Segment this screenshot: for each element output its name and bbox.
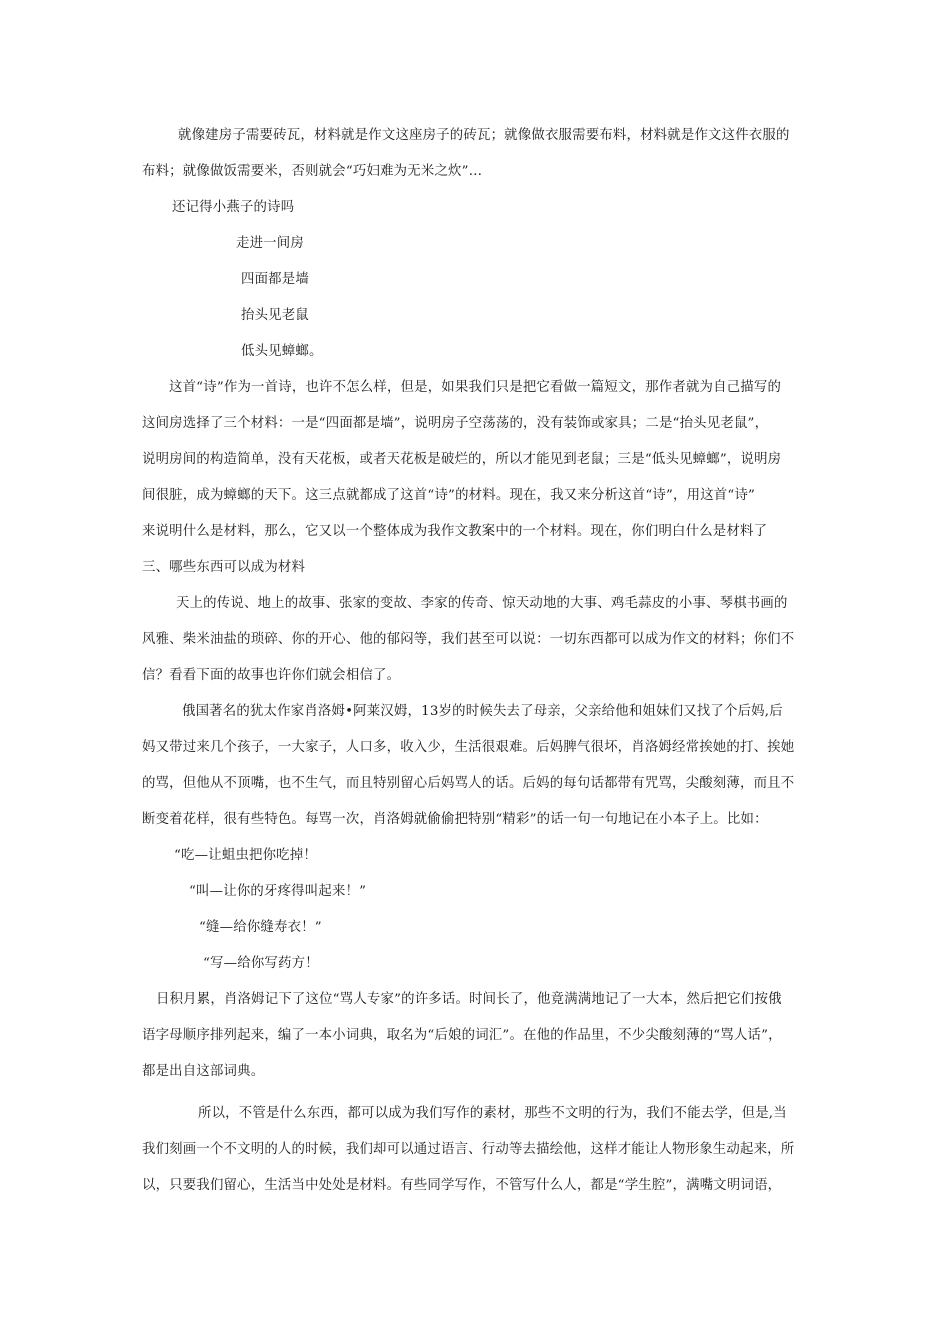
paragraph-line: 间很脏，成为蟑螂的天下。这三点就都成了这首“诗”的材料。现在，我又来分析这首“诗”，用这首“诗”: [142, 488, 756, 503]
paragraph-line: 来说明什么是材料，那么，它又以一个整体成为我作文教案中的一个材料。现在，你们明白什么是材料了: [142, 524, 768, 539]
paragraph-line: 的骂，但他从不顶嘴，也不生气，而且特别留心后妈骂人的话。后妈的每句话都带有咒骂，尖酸刻薄，而且不: [142, 776, 795, 791]
paragraph-line: 断变着花样，很有些特色。每骂一次，肖洛姆就偷偷把特别“精彩”的话一句一句地记在小本子上。比如：: [142, 812, 768, 827]
paragraph-line: 这间房选择了三个材料：一是“四面都是墙”，说明房子空荡荡的，没有装饰或家具；二是“抬头见老鼠”，: [142, 416, 769, 431]
poem-line: 抬头见老鼠: [241, 308, 309, 323]
quote-line: “吃—让蛆虫把你吃掉！: [174, 848, 317, 863]
paragraph-line: 日积月累，肖洛姆记下了这位“骂人专家”的许多话。时间长了，他竟满满地记了一大本，然后把它们按俄: [156, 992, 782, 1007]
section-heading: 三、哪些东西可以成为材料: [142, 560, 306, 575]
paragraph-line: 俄国著名的犹太作家肖洛姆•阿莱汉姆，13岁的时候失去了母亲，父亲给他和姐妹们又找了个后妈,后: [182, 704, 783, 719]
paragraph-line: 都是出自这部词典。: [142, 1064, 265, 1079]
paragraph-line: 信？看看下面的故事也许你们就会相信了。: [142, 668, 401, 683]
quote-line: “写—给你写药方！: [203, 956, 319, 971]
poem-line: 四面都是墙: [241, 272, 309, 287]
paragraph-line: 就像建房子需要砖瓦，材料就是作文这座房子的砖瓦；就像做衣服需要布料，材料就是作文这件衣服的: [178, 128, 790, 143]
paragraph-line: 语字母顺序排列起来，编了一本小词典，取名为“后娘的词汇”。在他的作品里，不少尖酸刻薄的“骂人话”，: [142, 1028, 782, 1043]
paragraph-line: 说明房间的构造简单，没有天花板，或者天花板是破烂的，所以才能见到老鼠；三是“低头见蟑螂”，说明房: [142, 452, 782, 467]
paragraph-line: 我们刻画一个不文明的人的时候，我们却可以通过语言、行动等去描绘他，这样才能让人物形象生动起来，所: [142, 1142, 795, 1157]
paragraph-line: 布料；就像做饭需要米，否则就会“巧妇难为无米之炊”…: [142, 164, 483, 179]
paragraph-line: 还记得小燕子的诗吗: [172, 200, 295, 215]
poem-line: 走进一间房: [236, 236, 304, 251]
paragraph-line: 所以，不管是什么东西，都可以成为我们写作的素材，那些不文明的行为，我们不能去学，但是,当: [198, 1106, 787, 1121]
quote-line: “叫—让你的牙疼得叫起来！”: [189, 884, 367, 899]
paragraph-line: 这首“诗”作为一首诗，也许不怎么样，但是，如果我们只是把它看做一篇短文，那作者就为自己描写的: [169, 380, 782, 395]
quote-line: “缝—给你缝寿衣！”: [199, 920, 322, 935]
poem-line: 低头见蟑螂。: [241, 344, 323, 359]
paragraph-line: 天上的传说、地上的故事、张家的变故、李家的传奇、惊天动地的大事、鸡毛蒜皮的小事、琴棋书画的: [176, 596, 788, 611]
paragraph-line: 妈又带过来几个孩子，一大家子，人口多，收入少，生活很艰难。后妈脾气很坏，肖洛姆经常挨她的打、挨她: [142, 740, 795, 755]
paragraph-line: 以，只要我们留心，生活当中处处是材料。有些同学写作，不管写什么人，都是“学生腔”，满嘴文明词语，: [142, 1178, 782, 1193]
paragraph-line: 风雅、柴米油盐的琐碎、你的开心、他的郁闷等，我们甚至可以说：一切东西都可以成为作文的材料；你们不: [142, 632, 795, 647]
